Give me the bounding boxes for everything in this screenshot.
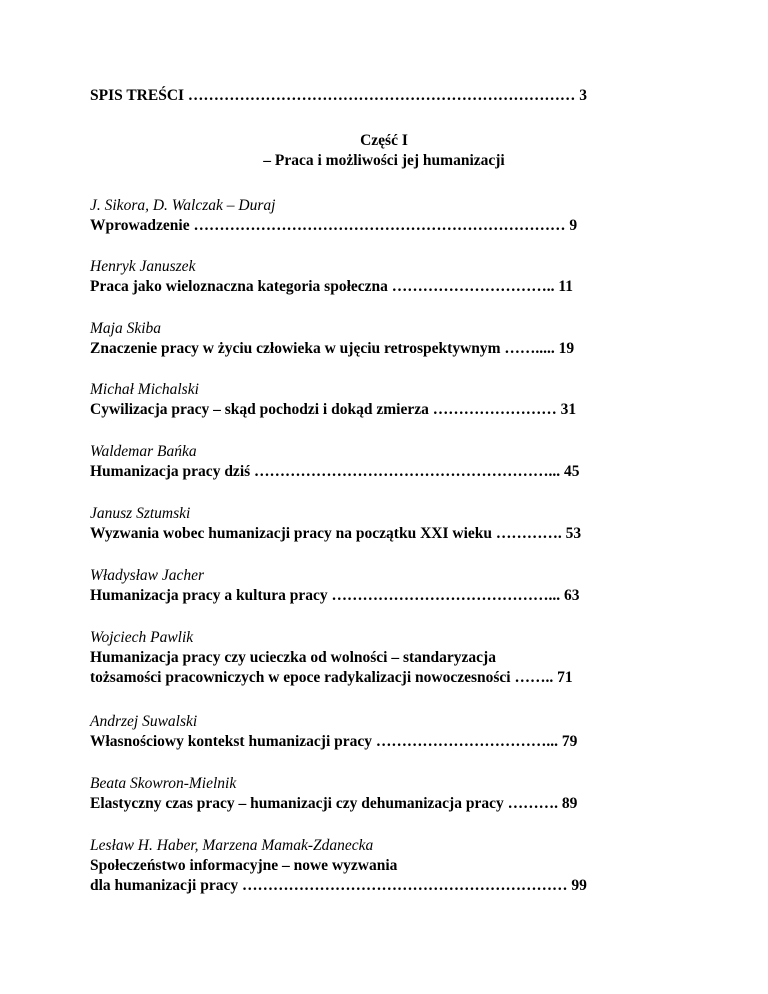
entry-authors: Henryk Januszek <box>90 258 196 275</box>
entry-authors: Wojciech Pawlik <box>90 629 194 646</box>
entry-authors: Władysław Jacher <box>90 567 205 584</box>
entry-title: Własnościowy kontekst humanizacji pracy ……………………………... 79 <box>90 733 578 750</box>
part-subtitle: – Praca i możliwości jej humanizacji <box>263 152 505 169</box>
entry-title: Wyzwania wobec humanizacji pracy na początku XXI wieku …………. 53 <box>90 525 582 542</box>
entry-title: Społeczeństwo informacyjne – nowe wyzwania <box>90 857 398 874</box>
entry-authors: Janusz Sztumski <box>90 505 191 522</box>
entry-title-continuation: dla humanizacji pracy ……………………………………………………… 99 <box>90 877 587 894</box>
entry-title: Humanizacja pracy dziś …………………………………………………... 45 <box>90 463 580 480</box>
entry-title: Cywilizacja pracy – skąd pochodzi i dokąd zmierza …………………… 31 <box>90 401 577 418</box>
entry-title: Elastyczny czas pracy – humanizacji czy dehumanizacja pracy ………. 89 <box>90 795 578 812</box>
entry-title: Wprowadzenie ……………………………………………………………… 9 <box>90 217 578 234</box>
entry-authors: Michał Michalski <box>90 381 199 398</box>
entry-authors: Beata Skowron-Mielnik <box>90 775 237 792</box>
entry-authors: J. Sikora, D. Walczak – Duraj <box>90 197 276 214</box>
entry-title: Humanizacja pracy czy ucieczka od wolności – standaryzacja <box>90 649 496 666</box>
entry-title-continuation: tożsamości pracowniczych w epoce radykalizacji nowoczesności …….. 71 <box>90 669 573 686</box>
part-heading: Część I <box>360 132 408 149</box>
toc-title: SPIS TREŚCI ………………………………………………………………… 3 <box>90 87 588 104</box>
entry-authors: Andrzej Suwalski <box>90 713 198 730</box>
entry-title: Humanizacja pracy a kultura pracy ……………………………………... 63 <box>90 587 580 604</box>
entry-authors: Waldemar Bańka <box>90 443 197 460</box>
entry-title: Znaczenie pracy w życiu człowieka w ujęciu retrospektywnym ……..... 19 <box>90 340 575 357</box>
entry-authors: Lesław H. Haber, Marzena Mamak-Zdanecka <box>90 837 374 854</box>
entry-title: Praca jako wieloznaczna kategoria społeczna ………………………….. 11 <box>90 278 574 295</box>
entry-authors: Maja Skiba <box>90 320 162 337</box>
